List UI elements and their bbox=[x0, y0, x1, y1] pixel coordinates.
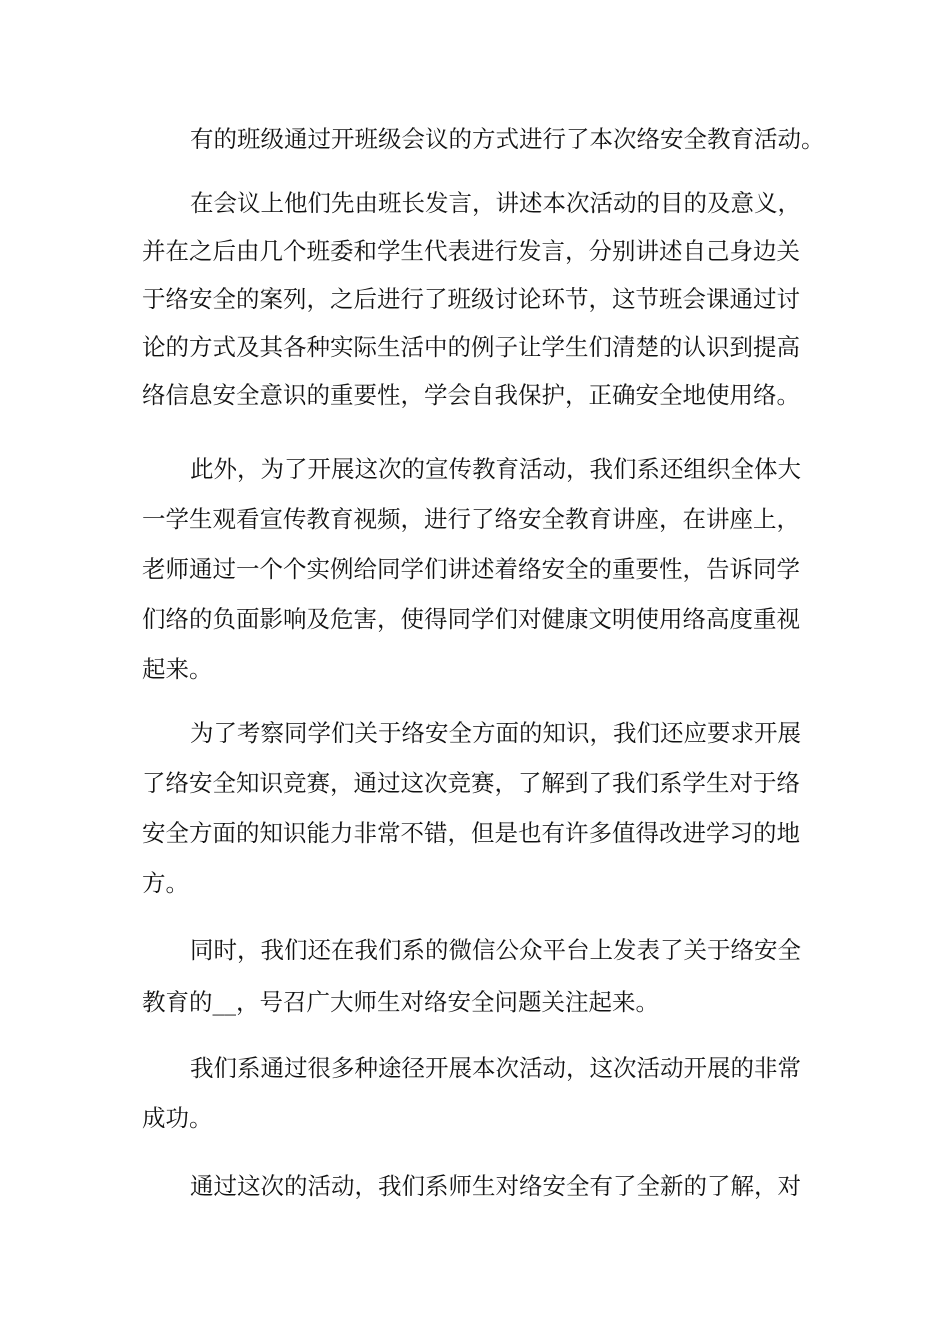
text-line: 有的班级通过开班级会议的方式进行了本次络安全教育活动。 bbox=[190, 125, 825, 153]
text-line: 成功。 bbox=[142, 1104, 213, 1132]
text-line: 为了考察同学们关于络安全方面的知识，我们还应要求开展 bbox=[190, 719, 801, 747]
text-line: 老师通过一个个实例给同学们讲述着络安全的重要性，告诉同学 bbox=[142, 555, 800, 583]
text-line: 一学生观看宣传教育视频，进行了络安全教育讲座，在讲座上， bbox=[142, 505, 800, 533]
text-line: 起来。 bbox=[142, 655, 213, 683]
text-line: 安全方面的知识能力非常不错，但是也有许多值得改进学习的地 bbox=[142, 819, 800, 847]
text-line: 于络安全的案列，之后进行了班级讨论环节，这节班会课通过讨 bbox=[142, 285, 800, 313]
text-line: 我们系通过很多种途径开展本次活动，这次活动开展的非常 bbox=[190, 1054, 801, 1082]
text-line: 方。 bbox=[142, 869, 189, 897]
text-line: 教育的__，号召广大师生对络安全问题关注起来。 bbox=[142, 988, 659, 1016]
text-line: 此外，为了开展这次的宣传教育活动，我们系还组织全体大 bbox=[190, 455, 801, 483]
text-line: 络信息安全意识的重要性，学会自我保护，正确安全地使用络。 bbox=[142, 381, 800, 409]
text-line: 同时，我们还在我们系的微信公众平台上发表了关于络安全 bbox=[190, 936, 801, 964]
text-line: 并在之后由几个班委和学生代表进行发言，分别讲述自己身边关 bbox=[142, 237, 800, 265]
text-line: 们络的负面影响及危害，使得同学们对健康文明使用络高度重视 bbox=[142, 605, 800, 633]
text-line: 论的方式及其各种实际生活中的例子让学生们清楚的认识到提高 bbox=[142, 333, 800, 361]
text-line: 了络安全知识竞赛，通过这次竞赛，了解到了我们系学生对于络 bbox=[142, 769, 800, 797]
text-line: 在会议上他们先由班长发言，讲述本次活动的目的及意义， bbox=[190, 189, 801, 217]
text-line: 通过这次的活动，我们系师生对络安全有了全新的了解，对 bbox=[190, 1172, 801, 1200]
